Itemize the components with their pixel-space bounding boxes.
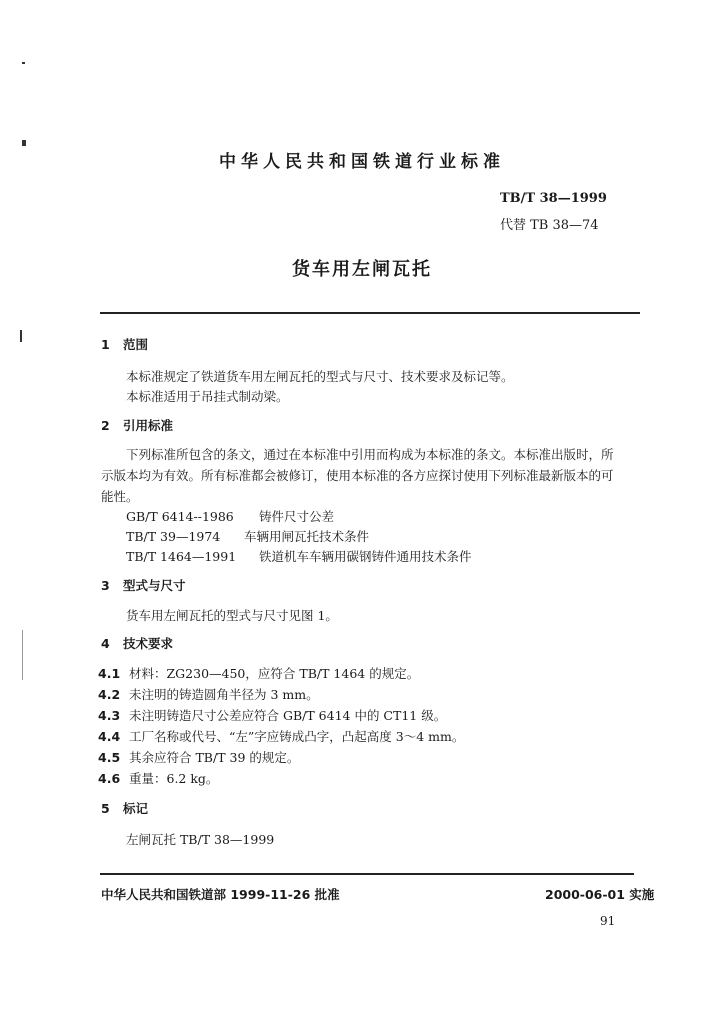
reference-row [126,527,369,545]
top-divider [100,312,640,314]
tech-item [98,727,464,745]
section-title: 范围 [123,337,149,352]
section-title: 引用标准 [123,418,174,433]
section-3-heading [101,576,186,594]
section-4-heading [101,634,173,652]
section-title: 标记 [123,801,149,816]
scan-speck [20,330,22,342]
tech-item-number: 4.6 [98,771,121,786]
footer-divider [100,873,634,875]
tech-item-number: 4.5 [98,750,121,765]
section-2-paragraph: 下列标准所包含的条文，通过在本标准中引用而构成为本标准的条文。本标准出版时，所示版本均为有效。所有标准都会被修订，使用本标准的各方应探讨使用下列标准最新版本的可能性。 [101,447,614,504]
reference-name: 铁道机车车辆用碳钢铸件通用技术条件 [259,549,472,564]
reference-code: TB/T 1464—1991 [126,549,237,564]
scan-speck [22,62,25,64]
tech-item-text: 未注明铸造尺寸公差应符合 GB/T 6414 中的 CT11 级。 [129,708,447,723]
reference-code: TB/T 39—1974 [126,529,221,544]
document-title: 货车用左闸瓦托 [292,259,432,280]
section-number: 3 [101,578,110,593]
section-5-heading [101,799,148,817]
tech-item-text: 重量：6.2 kg。 [129,771,219,786]
section-5-paragraph: 左闸瓦托 TB/T 38—1999 [126,832,275,847]
tech-item [98,769,218,787]
reference-name: 车辆用闸瓦托技术条件 [244,529,370,544]
reference-name: 铸件尺寸公差 [259,509,335,524]
section-title: 型式与尺寸 [123,578,186,593]
replaces-standard: 代替 TB 38—74 [500,218,599,233]
section-number: 2 [101,418,110,433]
section-1-paragraph-2: 本标准适用于吊挂式制动梁。 [126,389,289,404]
tech-item [98,748,299,766]
tech-item-text: 未注明的铸造圆角半径为 3 mm。 [129,687,319,702]
section-number: 4 [101,636,110,651]
tech-item-number: 4.3 [98,708,121,723]
section-1-paragraph-1: 本标准规定了铁道货车用左闸瓦托的型式与尺寸、技术要求及标记等。 [126,369,514,384]
tech-item-text: 材料：ZG230—450，应符合 TB/T 1464 的规定。 [129,666,420,681]
reference-code: GB/T 6414--1986 [126,509,234,524]
implementation-date: 2000-06-01 实施 [545,887,655,902]
section-number: 5 [101,801,110,816]
scan-speck [22,630,23,680]
section-3-paragraph: 货车用左闸瓦托的型式与尺寸见图 1。 [126,608,338,623]
approval-line: 中华人民共和国铁道部 1999-11-26 批准 [101,887,340,902]
tech-item [98,685,319,703]
section-1-heading [101,335,148,353]
section-2-heading [101,416,173,434]
page-number: 91 [600,914,616,928]
section-title: 技术要求 [123,636,174,651]
tech-item-number: 4.2 [98,687,121,702]
tech-item-number: 4.1 [98,666,121,681]
tech-item-number: 4.4 [98,729,121,744]
scan-speck [22,140,26,146]
standard-code: TB/T 38—1999 [500,191,607,206]
reference-row [126,507,334,525]
tech-item-text: 工厂名称或代号、“左”字应铸成凸字，凸起高度 3～4 mm。 [129,729,465,744]
tech-item-text: 其余应符合 TB/T 39 的规定。 [129,750,300,765]
standard-name: 中华人民共和国铁道行业标准 [219,152,505,172]
tech-item [98,706,446,724]
tech-item [98,664,419,682]
section-number: 1 [101,337,110,352]
reference-row [126,547,472,565]
